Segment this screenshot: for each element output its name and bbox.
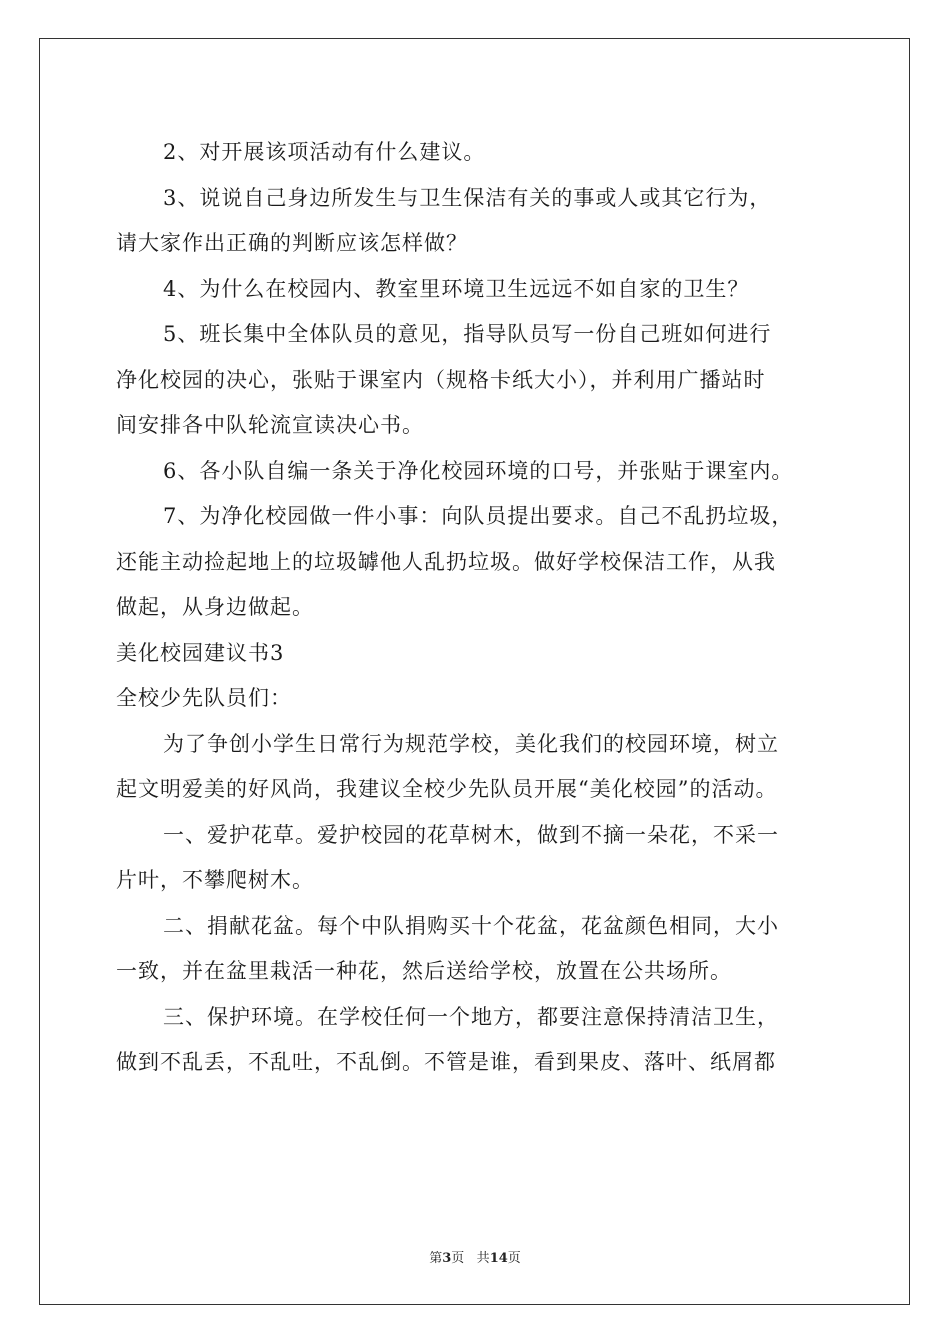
- paragraph-line: 还能主动捡起地上的垃圾罅他人乱扔垃圾。做好学校保洁工作，从我: [116, 549, 776, 574]
- page-footer: [0, 1247, 950, 1266]
- paragraph-line: 一、爱护花草。爱护校园的花草树木，做到不摘一朵花，不采一: [163, 822, 779, 847]
- paragraph-line: 为了争创小学生日常行为规范学校，美化我们的校园环境，树立: [163, 731, 779, 756]
- footer-page-number: 3: [442, 1251, 452, 1266]
- paragraph-line: 净化校园的决心，张贴于课室内（规格卡纸大小），并利用广播站时: [116, 367, 766, 392]
- paragraph-line: 7、为净化校园做一件小事：向队员提出要求。自己不乱扔垃圾，: [163, 504, 794, 528]
- footer-page-suffix: 页: [451, 1251, 465, 1266]
- paragraph-line: 3、说说自己身边所发生与卫生保洁有关的事或人或其它行为，: [163, 185, 772, 210]
- paragraph-line: 做到不乱丢，不乱吐，不乱倒。不管是谁，看到果皮、落叶、纸屑都: [116, 1050, 776, 1074]
- paragraph-line: 二、捐献花盆。每个中队捐购买十个花盆，花盆颜色相同，大小: [163, 913, 779, 938]
- paragraph-line: 间安排各中队轮流宣读决心书。: [116, 413, 424, 437]
- paragraph-line: 做起，从身边做起。: [116, 595, 314, 619]
- paragraph-line: 请大家作出正确的判断应该怎样做？: [116, 231, 468, 255]
- paragraph-line: 片叶，不攀爬树木。: [116, 868, 314, 892]
- paragraph-line: 4、为什么在校园内、教室里环境卫生远远不如自家的卫生？: [163, 276, 750, 301]
- footer-total-suffix: 页: [507, 1251, 521, 1266]
- paragraph-line: 6、各小队自编一条关于净化校园环境的口号，并张贴于课室内。: [163, 458, 794, 483]
- paragraph-line: 2、对开展该项活动有什么建议。: [163, 140, 486, 164]
- paragraph-line: 一致，并在盆里栽活一种花，然后送给学校，放置在公共场所。: [116, 959, 732, 983]
- paragraph-line: 三、保护环境。在学校任何一个地方，都要注意保持清洁卫生，: [163, 1004, 779, 1029]
- salutation: 全校少先队员们：: [116, 686, 292, 710]
- section-heading: 美化校园建议书3: [116, 640, 285, 665]
- footer-total-prefix: 共: [476, 1251, 490, 1266]
- paragraph-line: 起文明爱美的好风尚，我建议全校少先队员开展“美化校园”的活动。: [116, 777, 778, 801]
- paragraph-line: 5、班长集中全体队员的意见，指导队员写一份自己班如何进行: [163, 322, 772, 346]
- document-body: [116, 130, 841, 1086]
- footer-page-prefix: 第: [429, 1251, 443, 1266]
- footer-total-pages: 14: [489, 1251, 508, 1266]
